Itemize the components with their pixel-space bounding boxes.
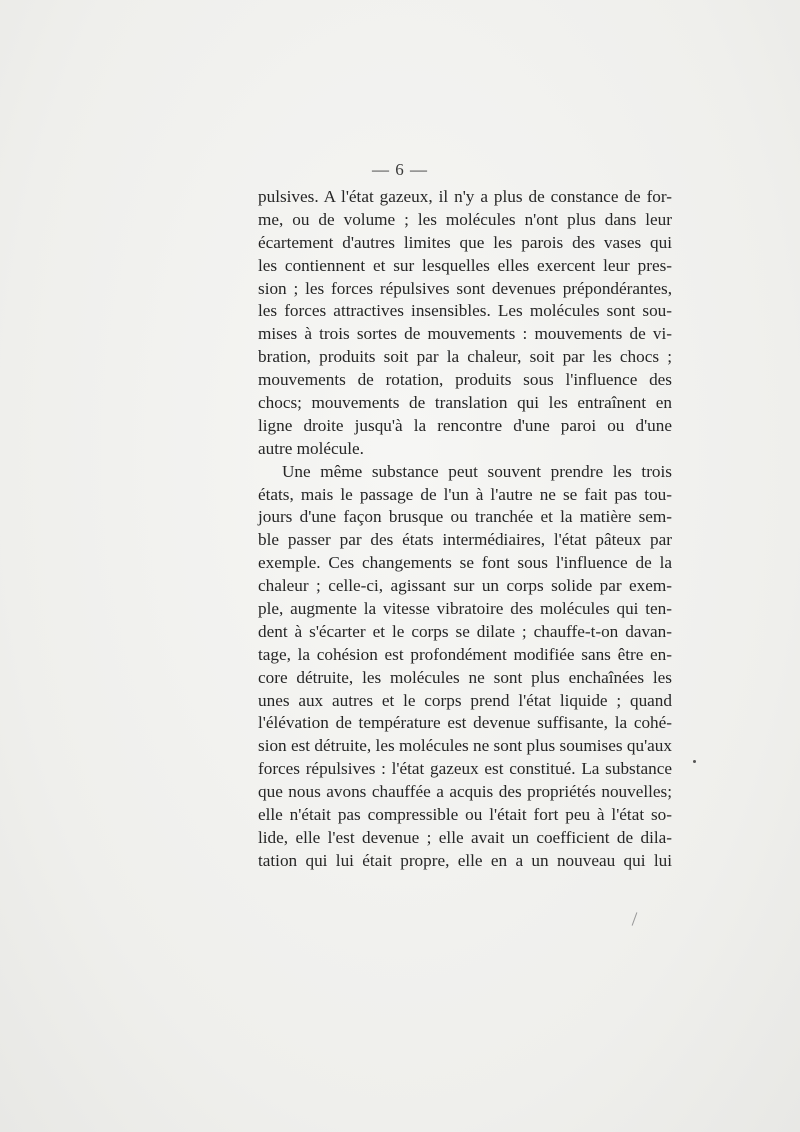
body-text [258, 186, 672, 873]
text-line: jours d'une façon brusque ou tranchée et la matière sem- [258, 507, 672, 527]
text-line: mouvements de rotation, produits sous l'influence des [258, 370, 672, 390]
paragraph-2 [258, 461, 672, 873]
text-line: ble passer par des états intermédiaires, l'état pâteux par [258, 530, 672, 550]
text-line: autre molécule. [258, 438, 364, 458]
text-line: mises à trois sortes de mouvements : mouvements de vi- [258, 324, 672, 344]
text-line: l'élévation de température est devenue suffisante, la cohé- [258, 713, 672, 733]
paragraph-1 [258, 186, 672, 461]
text-line: ple, augmente la vitesse vibratoire des molécules qui ten- [258, 599, 672, 619]
text-line: chocs; mouvements de translation qui les entraînent en [258, 393, 672, 413]
text-line: Une même substance peut souvent prendre les trois [282, 461, 672, 481]
margin-ink-dot [693, 760, 696, 763]
text-line: lide, elle l'est devenue ; elle avait un coefficient de dila- [258, 827, 672, 847]
margin-pencil-mark [632, 912, 638, 925]
text-line: chaleur ; celle-ci, agissant sur un corps solide par exem- [258, 576, 672, 596]
text-line: me, ou de volume ; les molécules n'ont plus dans leur [258, 209, 672, 229]
text-line: bration, produits soit par la chaleur, soit par les chocs ; [258, 347, 672, 367]
text-line: forces répulsives : l'état gazeux est constitué. La substance [258, 759, 672, 779]
text-line: exemple. Ces changements se font sous l'influence de la [258, 553, 672, 573]
text-line: sion est détruite, les molécules ne sont plus soumises qu'aux [258, 736, 672, 756]
text-line: états, mais le passage de l'un à l'autre ne se fait pas tou- [258, 484, 672, 504]
text-line: dent à s'écarter et le corps se dilate ; chauffe-t-on davan- [258, 621, 672, 641]
text-line: les forces attractives insensibles. Les molécules sont sou- [258, 301, 672, 321]
text-line: sion ; les forces répulsives sont devenues prépondérantes, [258, 278, 672, 298]
text-line: écartement d'autres limites que les parois des vases qui [258, 232, 672, 252]
text-line: tation qui lui était propre, elle en a un nouveau qui lui [258, 850, 672, 870]
page-number: — 6 — [372, 160, 428, 179]
text-line: core détruite, les molécules ne sont plus enchaînées les [258, 667, 672, 687]
text-line: unes aux autres et le corps prend l'état liquide ; quand [258, 690, 672, 710]
text-line: tage, la cohésion est profondément modifiée sans être en- [258, 644, 672, 664]
text-line: que nous avons chauffée a acquis des propriétés nouvelles; [258, 782, 672, 802]
text-line: ligne droite jusqu'à la rencontre d'une paroi ou d'une [258, 415, 672, 435]
text-line: les contiennent et sur lesquelles elles exercent leur pres- [258, 255, 672, 275]
text-line: pulsives. A l'état gazeux, il n'y a plus de constance de for- [258, 187, 672, 206]
text-line: elle n'était pas compressible ou l'était fort peu à l'état so- [258, 805, 672, 825]
